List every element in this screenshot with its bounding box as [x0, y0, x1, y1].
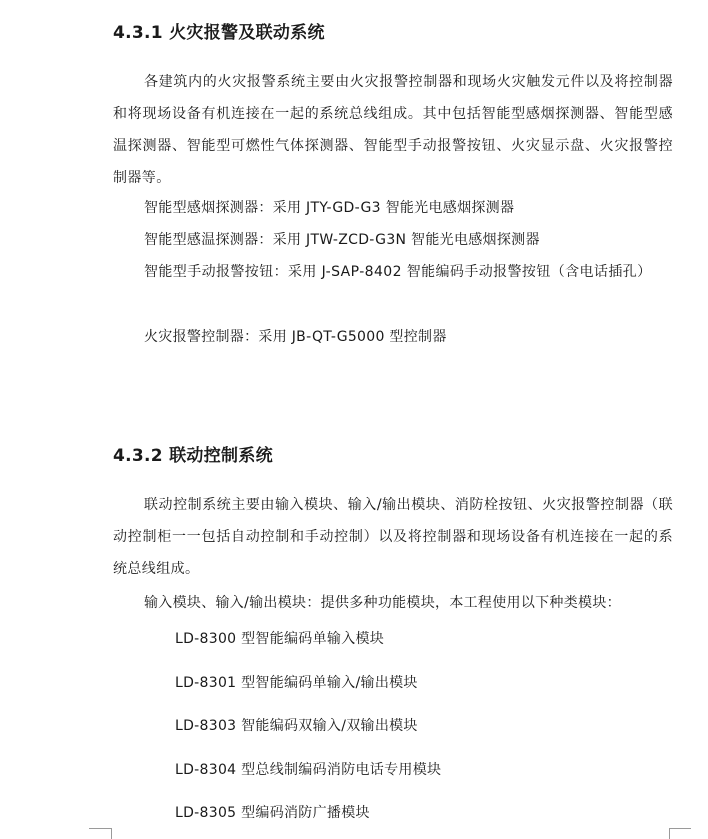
- margin-corner-mark-left-v: [111, 828, 112, 839]
- alarm-controller-line: 火灾报警控制器：采用 JB-QT-G5000 型控制器: [144, 329, 447, 345]
- module-list-item: LD-8303 智能编码双输入/双输出模块: [175, 718, 418, 734]
- module-list-item: LD-8305 型编码消防广播模块: [175, 805, 370, 821]
- section2-intro-paragraph: 联动控制系统主要由输入模块、输入/输出模块、消防栓按钮、火灾报警控制器（联动控制柜一一包括自动控制和手动控制）以及将控制器和现场设备有机连接在一起的系统总线组成。: [113, 497, 673, 577]
- margin-corner-mark-left-h: [89, 828, 111, 829]
- module-list-item: LD-8304 型总线制编码消防电话专用模块: [175, 762, 442, 778]
- modules-intro-line: 输入模块、输入/输出模块：提供多种功能模块，本工程使用以下种类模块：: [144, 595, 621, 611]
- module-list-item: LD-8300 型智能编码单输入模块: [175, 631, 385, 647]
- margin-corner-mark-right-v: [669, 828, 670, 839]
- smoke-detector-line: 智能型感烟探测器：采用 JTY-GD-G3 智能光电感烟探测器: [144, 200, 515, 216]
- module-list-item: LD-8301 型智能编码单输入/输出模块: [175, 675, 418, 691]
- margin-corner-mark-right-h: [669, 828, 691, 829]
- section-heading-4-3-2: 4.3.2 联动控制系统: [113, 446, 273, 466]
- heat-detector-line: 智能型感温探测器：采用 JTW-ZCD-G3N 智能光电感烟探测器: [144, 232, 540, 248]
- manual-alarm-button-line: 智能型手动报警按钮：采用 J-SAP-8402 智能编码手动报警按钮（含电话插孔）: [144, 264, 652, 280]
- section1-intro-paragraph: 各建筑内的火灾报警系统主要由火灾报警控制器和现场火灾触发元件以及将控制器和将现场设备有机连接在一起的系统总线组成。其中包括智能型感烟探测器、智能型感温探测器、智能型可燃性气体探测器、智能型手动报警按钮、火灾显示盘、火灾报警控制器等。: [113, 74, 673, 186]
- section-heading-4-3-1: 4.3.1 火灾报警及联动系统: [113, 23, 325, 43]
